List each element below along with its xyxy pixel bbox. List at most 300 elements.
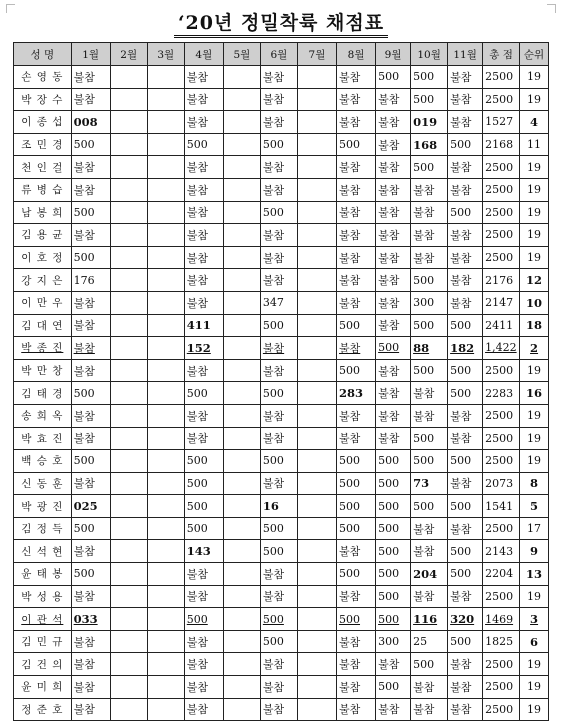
column-header: 8월 bbox=[337, 43, 376, 66]
table-cell bbox=[184, 450, 223, 473]
cell-value: 19 bbox=[527, 251, 542, 265]
table-cell bbox=[297, 450, 336, 473]
table-cell bbox=[376, 66, 411, 89]
table-cell bbox=[184, 585, 223, 608]
table-cell bbox=[448, 427, 483, 450]
table-cell bbox=[520, 133, 549, 156]
table-cell bbox=[110, 450, 147, 473]
cell-value: 2204 bbox=[485, 567, 514, 581]
table-cell bbox=[223, 224, 260, 247]
table-cell bbox=[411, 224, 448, 247]
table-cell bbox=[223, 585, 260, 608]
cell-value: 19 bbox=[527, 183, 542, 197]
table-cell bbox=[71, 540, 110, 563]
table-cell bbox=[411, 337, 448, 360]
table-cell bbox=[147, 178, 184, 201]
table-cell bbox=[110, 66, 147, 89]
cell-value: 불참 bbox=[339, 635, 361, 649]
table-cell bbox=[520, 156, 549, 179]
table-cell bbox=[223, 404, 260, 427]
cell-value: 2283 bbox=[485, 386, 514, 400]
table-cell bbox=[71, 178, 110, 201]
table-cell bbox=[71, 698, 110, 721]
cell-value: 불참 bbox=[413, 228, 435, 242]
cell-value: 불참 bbox=[262, 161, 285, 175]
cell-value: 2500 bbox=[485, 680, 514, 694]
cell-value: 500 bbox=[339, 476, 361, 490]
column-header: 순위 bbox=[520, 43, 549, 66]
cell-value: 불참 bbox=[378, 251, 400, 265]
table-cell bbox=[110, 495, 147, 518]
cell-value: 2500 bbox=[485, 702, 514, 716]
cell-value: 9 bbox=[530, 544, 539, 559]
table-cell bbox=[71, 563, 110, 586]
cell-value: 불참 bbox=[339, 341, 361, 355]
cell-value: 1,422 bbox=[485, 341, 517, 355]
table-cell bbox=[337, 450, 376, 473]
table-cell bbox=[223, 246, 260, 269]
table-cell bbox=[448, 88, 483, 111]
cell-value: 2500 bbox=[485, 70, 514, 84]
cell-value: 500 bbox=[186, 386, 208, 400]
cell-value: 19 bbox=[527, 160, 542, 174]
table-cell bbox=[297, 404, 336, 427]
table-cell bbox=[260, 427, 297, 450]
table-cell bbox=[110, 676, 147, 699]
cell-value: 불참 bbox=[339, 183, 361, 197]
table-cell bbox=[14, 404, 72, 427]
cell-value: 500 bbox=[450, 454, 472, 468]
cell-value: 2176 bbox=[485, 273, 514, 287]
table-row bbox=[14, 156, 549, 179]
cell-value: 2073 bbox=[485, 476, 514, 490]
table-cell bbox=[520, 314, 549, 337]
table-cell bbox=[184, 653, 223, 676]
table-cell bbox=[184, 88, 223, 111]
cell-value: 불참 bbox=[186, 274, 209, 288]
cell-value: 500 bbox=[413, 70, 435, 84]
table-cell bbox=[110, 382, 147, 405]
table-cell bbox=[448, 314, 483, 337]
table-cell bbox=[411, 608, 448, 631]
table-cell bbox=[448, 269, 483, 292]
table-cell bbox=[71, 517, 110, 540]
table-cell bbox=[337, 224, 376, 247]
table-cell bbox=[297, 563, 336, 586]
table-cell bbox=[110, 517, 147, 540]
cell-value: 불참 bbox=[378, 138, 400, 152]
table-cell bbox=[260, 246, 297, 269]
table-cell bbox=[14, 450, 72, 473]
cell-value: 11 bbox=[527, 138, 542, 152]
cell-value: 500 bbox=[378, 499, 400, 513]
table-cell bbox=[483, 359, 520, 382]
cell-value: 5 bbox=[530, 499, 539, 514]
table-cell bbox=[71, 224, 110, 247]
cell-value: 500 bbox=[262, 454, 284, 468]
table-cell bbox=[14, 201, 72, 224]
table-cell bbox=[376, 608, 411, 631]
table-cell bbox=[223, 540, 260, 563]
cell-value: 불참 bbox=[186, 409, 209, 423]
table-cell bbox=[223, 201, 260, 224]
table-cell bbox=[297, 337, 336, 360]
cell-value: 불참 bbox=[339, 161, 361, 175]
cell-value: 2500 bbox=[485, 183, 514, 197]
cell-value: 불참 bbox=[186, 703, 209, 717]
table-cell bbox=[411, 359, 448, 382]
cell-value: 2500 bbox=[485, 92, 514, 106]
table-cell bbox=[337, 314, 376, 337]
cell-value: 불참 bbox=[73, 658, 95, 672]
cell-value: 불참 bbox=[378, 93, 400, 107]
table-cell bbox=[147, 653, 184, 676]
cell-value: 불참 bbox=[339, 70, 361, 84]
cell-value: 불참 bbox=[450, 522, 472, 536]
cell-value: 불참 bbox=[339, 274, 361, 288]
table-row bbox=[14, 653, 549, 676]
table-cell bbox=[376, 540, 411, 563]
cell-value: 500 bbox=[378, 589, 400, 603]
cell-value: 불참 bbox=[73, 703, 95, 717]
table-cell bbox=[520, 585, 549, 608]
table-cell bbox=[223, 314, 260, 337]
cell-value: 500 bbox=[378, 567, 400, 581]
table-cell bbox=[223, 608, 260, 631]
table-cell bbox=[223, 653, 260, 676]
table-cell bbox=[411, 291, 448, 314]
table-cell bbox=[483, 291, 520, 314]
table-cell bbox=[71, 156, 110, 179]
cell-value: 13 bbox=[526, 566, 543, 581]
cell-value: 008 bbox=[73, 114, 98, 129]
table-cell bbox=[520, 291, 549, 314]
table-cell bbox=[14, 608, 72, 631]
cell-value: 182 bbox=[450, 340, 475, 355]
table-cell bbox=[448, 563, 483, 586]
table-cell bbox=[260, 291, 297, 314]
cell-value: 불참 bbox=[450, 183, 472, 197]
cell-value: 불참 bbox=[450, 477, 472, 491]
table-cell bbox=[376, 563, 411, 586]
cell-value: 025 bbox=[73, 499, 98, 514]
table-row bbox=[14, 224, 549, 247]
table-cell bbox=[337, 156, 376, 179]
table-cell bbox=[14, 66, 72, 89]
table-row bbox=[14, 698, 549, 721]
cell-value: 불참 bbox=[378, 432, 400, 446]
cell-value: 불참 bbox=[378, 183, 400, 197]
table-cell bbox=[483, 404, 520, 427]
table-cell bbox=[184, 698, 223, 721]
table-cell bbox=[71, 472, 110, 495]
cell-value: 2500 bbox=[485, 228, 514, 242]
table-cell bbox=[411, 111, 448, 134]
table-cell bbox=[483, 246, 520, 269]
cell-value: 불참 bbox=[450, 274, 472, 288]
table-cell bbox=[411, 585, 448, 608]
cell-value: 17 bbox=[527, 522, 542, 536]
table-row bbox=[14, 178, 549, 201]
cell-value: 불참 bbox=[339, 206, 361, 220]
table-cell bbox=[14, 585, 72, 608]
table-cell bbox=[110, 608, 147, 631]
table-cell bbox=[376, 111, 411, 134]
cell-value: 불참 bbox=[339, 545, 361, 559]
cell-value: 강 지 은 bbox=[21, 274, 64, 287]
table-cell bbox=[110, 540, 147, 563]
table-cell bbox=[520, 224, 549, 247]
cell-value: 불참 bbox=[186, 70, 209, 84]
table-cell bbox=[448, 111, 483, 134]
cell-value: 불참 bbox=[73, 183, 95, 197]
table-cell bbox=[520, 517, 549, 540]
table-cell bbox=[520, 563, 549, 586]
table-cell bbox=[147, 133, 184, 156]
cell-value: 500 bbox=[450, 567, 472, 581]
table-cell bbox=[71, 66, 110, 89]
table-cell bbox=[297, 653, 336, 676]
table-cell bbox=[14, 382, 72, 405]
cell-value: 불참 bbox=[262, 183, 285, 197]
table-header-row bbox=[14, 43, 549, 66]
table-cell bbox=[411, 630, 448, 653]
cell-value: 이 관 석 bbox=[21, 613, 64, 626]
table-cell bbox=[14, 111, 72, 134]
table-cell bbox=[14, 563, 72, 586]
table-cell bbox=[411, 404, 448, 427]
table-cell bbox=[260, 66, 297, 89]
table-cell bbox=[184, 178, 223, 201]
table-cell bbox=[337, 517, 376, 540]
table-cell bbox=[337, 563, 376, 586]
table-cell bbox=[297, 585, 336, 608]
table-cell bbox=[184, 404, 223, 427]
table-cell bbox=[147, 427, 184, 450]
column-header: 10월 bbox=[411, 43, 448, 66]
table-cell bbox=[411, 201, 448, 224]
column-header: 1월 bbox=[71, 43, 110, 66]
table-cell bbox=[297, 495, 336, 518]
cell-value: 19 bbox=[527, 702, 542, 716]
cell-value: 300 bbox=[378, 635, 400, 649]
cell-value: 불참 bbox=[73, 93, 95, 107]
table-cell bbox=[376, 156, 411, 179]
cell-value: 불참 bbox=[186, 364, 209, 378]
cell-value: 500 bbox=[73, 138, 95, 152]
table-cell bbox=[14, 156, 72, 179]
table-cell bbox=[223, 66, 260, 89]
table-cell bbox=[297, 382, 336, 405]
table-cell bbox=[260, 224, 297, 247]
cell-value: 이 만 우 bbox=[21, 297, 64, 310]
table-cell bbox=[110, 472, 147, 495]
table-cell bbox=[147, 291, 184, 314]
cell-value: 불참 bbox=[339, 409, 361, 423]
table-cell bbox=[110, 314, 147, 337]
cell-value: 김 대 연 bbox=[21, 319, 64, 332]
table-cell bbox=[14, 246, 72, 269]
cell-value: 8 bbox=[530, 476, 539, 491]
cell-value: 불참 bbox=[186, 228, 209, 242]
table-cell bbox=[184, 156, 223, 179]
table-cell bbox=[337, 653, 376, 676]
cell-value: 500 bbox=[339, 567, 361, 581]
table-cell bbox=[411, 563, 448, 586]
table-cell bbox=[110, 427, 147, 450]
cell-value: 신 석 현 bbox=[21, 545, 64, 558]
cell-value: 033 bbox=[73, 612, 98, 627]
cell-value: 불참 bbox=[378, 274, 400, 288]
cell-value: 176 bbox=[73, 273, 95, 287]
cell-value: 500 bbox=[378, 680, 400, 694]
table-cell bbox=[260, 269, 297, 292]
cell-value: 불참 bbox=[378, 703, 400, 717]
cell-value: 불참 bbox=[413, 251, 435, 265]
table-cell bbox=[448, 133, 483, 156]
cell-value: 500 bbox=[413, 318, 435, 332]
cell-value: 1825 bbox=[485, 635, 514, 649]
cell-value: 윤 미 희 bbox=[21, 681, 64, 694]
cell-value: 347 bbox=[262, 296, 284, 310]
table-row bbox=[14, 540, 549, 563]
column-header: 3월 bbox=[147, 43, 184, 66]
cell-value: 김 용 균 bbox=[21, 229, 64, 242]
table-cell bbox=[411, 517, 448, 540]
table-cell bbox=[223, 676, 260, 699]
table-cell bbox=[376, 224, 411, 247]
table-cell bbox=[297, 630, 336, 653]
table-cell bbox=[411, 269, 448, 292]
table-cell bbox=[483, 472, 520, 495]
table-cell bbox=[337, 133, 376, 156]
cell-value: 1541 bbox=[485, 499, 514, 513]
cell-value: 불참 bbox=[378, 206, 400, 220]
table-cell bbox=[71, 201, 110, 224]
table-cell bbox=[337, 359, 376, 382]
cell-value: 4 bbox=[530, 114, 539, 129]
table-cell bbox=[483, 66, 520, 89]
table-cell bbox=[337, 66, 376, 89]
table-cell bbox=[411, 450, 448, 473]
column-header: 6월 bbox=[260, 43, 297, 66]
table-cell bbox=[147, 359, 184, 382]
cell-value: 411 bbox=[186, 318, 211, 333]
table-cell bbox=[520, 111, 549, 134]
cell-value: 2143 bbox=[485, 544, 514, 558]
table-cell bbox=[411, 653, 448, 676]
table-cell bbox=[260, 450, 297, 473]
table-cell bbox=[147, 585, 184, 608]
table-cell bbox=[14, 269, 72, 292]
cell-value: 불참 bbox=[262, 274, 285, 288]
table-cell bbox=[448, 630, 483, 653]
cell-value: 116 bbox=[413, 612, 438, 627]
cell-value: 불참 bbox=[339, 703, 361, 717]
table-cell bbox=[223, 698, 260, 721]
table-cell bbox=[260, 404, 297, 427]
table-cell bbox=[337, 585, 376, 608]
cell-value: 불참 bbox=[186, 115, 209, 129]
table-cell bbox=[110, 630, 147, 653]
table-cell bbox=[184, 472, 223, 495]
table-cell bbox=[71, 291, 110, 314]
cell-value: 백 승 호 bbox=[21, 455, 64, 468]
table-cell bbox=[147, 314, 184, 337]
table-cell bbox=[14, 427, 72, 450]
table-cell bbox=[376, 291, 411, 314]
table-cell bbox=[110, 291, 147, 314]
table-cell bbox=[71, 585, 110, 608]
table-cell bbox=[110, 269, 147, 292]
table-cell bbox=[376, 359, 411, 382]
table-cell bbox=[297, 156, 336, 179]
table-cell bbox=[337, 269, 376, 292]
table-cell bbox=[223, 133, 260, 156]
cell-value: 불참 bbox=[339, 658, 361, 672]
cell-value: 불참 bbox=[450, 590, 472, 604]
cell-value: 불참 bbox=[339, 590, 361, 604]
table-row bbox=[14, 201, 549, 224]
cell-value: 500 bbox=[186, 522, 208, 536]
cell-value: 500 bbox=[413, 431, 435, 445]
table-cell bbox=[14, 676, 72, 699]
table-cell bbox=[260, 653, 297, 676]
table-cell bbox=[147, 269, 184, 292]
cell-value: 500 bbox=[262, 522, 284, 536]
table-cell bbox=[184, 630, 223, 653]
table-cell bbox=[448, 608, 483, 631]
table-cell bbox=[147, 495, 184, 518]
table-cell bbox=[184, 427, 223, 450]
table-cell bbox=[411, 246, 448, 269]
table-cell bbox=[520, 472, 549, 495]
table-cell bbox=[483, 517, 520, 540]
table-row bbox=[14, 133, 549, 156]
table-cell bbox=[223, 178, 260, 201]
table-cell bbox=[110, 585, 147, 608]
table-cell bbox=[14, 653, 72, 676]
table-cell bbox=[260, 133, 297, 156]
table-cell bbox=[260, 382, 297, 405]
cell-value: 불참 bbox=[186, 658, 209, 672]
cell-value: 500 bbox=[73, 522, 95, 536]
table-row bbox=[14, 472, 549, 495]
table-cell bbox=[184, 246, 223, 269]
table-cell bbox=[448, 676, 483, 699]
table-cell bbox=[184, 676, 223, 699]
table-cell bbox=[14, 88, 72, 111]
cell-value: 불참 bbox=[73, 680, 95, 694]
cell-value: 204 bbox=[413, 566, 438, 581]
cell-value: 500 bbox=[450, 138, 472, 152]
table-row bbox=[14, 111, 549, 134]
cell-value: 불참 bbox=[73, 477, 95, 491]
table-cell bbox=[110, 653, 147, 676]
cell-value: 2 bbox=[530, 340, 539, 355]
table-cell bbox=[260, 337, 297, 360]
table-cell bbox=[337, 495, 376, 518]
table-cell bbox=[71, 495, 110, 518]
table-cell bbox=[223, 269, 260, 292]
table-cell bbox=[483, 224, 520, 247]
table-cell bbox=[14, 630, 72, 653]
table-cell bbox=[147, 111, 184, 134]
table-cell bbox=[223, 291, 260, 314]
table-row bbox=[14, 291, 549, 314]
cell-value: 500 bbox=[73, 386, 95, 400]
table-cell bbox=[337, 630, 376, 653]
